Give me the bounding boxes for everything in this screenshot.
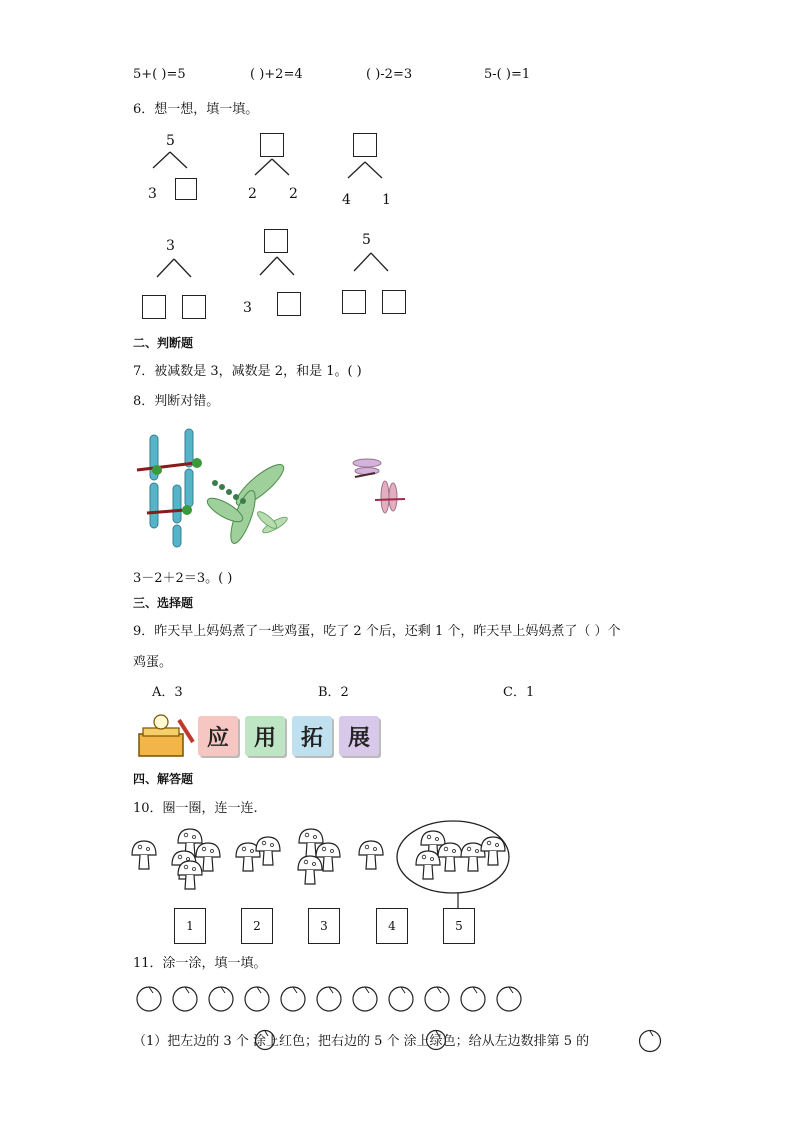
branch-lines (257, 255, 297, 277)
answer-box[interactable] (353, 133, 377, 157)
q5-equation-2: ( )+2=4 (250, 67, 303, 82)
apple-outline-row (130, 980, 530, 1014)
number-card-2[interactable]: 2 (241, 908, 273, 944)
number-card-5[interactable]: 5 (443, 908, 475, 944)
answer-box[interactable] (382, 290, 406, 314)
q9-option-a[interactable]: A．3 (152, 685, 183, 700)
tree-left-number: 4 (342, 192, 351, 208)
apple-outline-icon[interactable] (173, 987, 197, 1011)
section-heading-choice: 三、选择题 (133, 596, 194, 610)
answer-box[interactable] (142, 295, 166, 319)
apple-outline-icon[interactable] (137, 987, 161, 1011)
apple-outline-icon[interactable] (425, 987, 449, 1011)
tree-right-number: 1 (382, 192, 391, 208)
branch-lines (154, 257, 194, 279)
apple-outline-icon (425, 1027, 447, 1051)
q8-text: 8．判断对错。 (133, 394, 220, 409)
branch-lines (351, 251, 391, 273)
branch-lines (150, 150, 190, 170)
apple-outline-icon[interactable] (389, 987, 413, 1011)
banner-tile-yong: 用 (245, 716, 285, 756)
section-heading-judgement: 二、判断题 (133, 336, 194, 350)
q6-prompt: 6．想一想，填一填。 (133, 102, 259, 117)
apple-outline-icon (254, 1027, 276, 1051)
apple-outline-icon (638, 1027, 662, 1053)
tree-top-number: 5 (166, 133, 175, 149)
tree-top-number: 3 (166, 238, 175, 254)
answer-box[interactable] (342, 290, 366, 314)
answer-box[interactable] (277, 292, 301, 316)
tree-top-number: 5 (362, 232, 371, 248)
apple-outline-icon[interactable] (353, 987, 377, 1011)
banner-tile-zhan: 展 (339, 716, 379, 756)
apple-outline-icon[interactable] (245, 987, 269, 1011)
section-heading-solve: 四、解答题 (133, 772, 194, 786)
q10-text: 10．圈一圈，连一连. (133, 801, 258, 816)
number-card-3[interactable]: 3 (308, 908, 340, 944)
dragonfly-illustration (135, 425, 425, 555)
apple-outline-icon[interactable] (281, 987, 305, 1011)
tree-left-number: 2 (248, 186, 257, 202)
apple-outline-icon[interactable] (317, 987, 341, 1011)
toolbox-icon (133, 712, 197, 762)
q11-instruction: （1）把左边的 3 个 涂上红色；把右边的 5 个 涂上绿色；给从左边数排第 5 的 (133, 1034, 590, 1049)
answer-box[interactable] (182, 295, 206, 319)
apple-outline-icon[interactable] (461, 987, 485, 1011)
q9-option-b[interactable]: B．2 (318, 685, 349, 700)
q9-text-line1: 9．昨天早上妈妈煮了一些鸡蛋，吃了 2 个后，还剩 1 个，昨天早上妈妈煮了（ ）个 (133, 624, 621, 639)
q8-equation: 3－2＋2＝3。( ) (133, 571, 233, 586)
tree-left-number: 3 (243, 300, 252, 316)
q9-text-line2: 鸡蛋。 (133, 655, 173, 670)
number-card-4[interactable]: 4 (376, 908, 408, 944)
tree-right-number: 2 (289, 186, 298, 202)
answer-box[interactable] (175, 178, 197, 200)
q7-text: 7．被减数是 3，减数是 2，和是 1。( ) (133, 364, 362, 379)
q9-option-c[interactable]: C．1 (503, 685, 535, 700)
apple-outline-icon[interactable] (209, 987, 233, 1011)
q5-equation-4: 5-( )=1 (484, 67, 531, 82)
branch-lines (345, 160, 385, 180)
banner-tile-ying: 应 (198, 716, 238, 756)
answer-box[interactable] (264, 229, 288, 253)
answer-box[interactable] (260, 133, 284, 157)
q11-text: 11．涂一涂，填一填。 (133, 956, 267, 971)
banner-tile-tuo: 拓 (292, 716, 332, 756)
q5-equation-3: ( )-2=3 (366, 67, 413, 82)
branch-lines (252, 157, 292, 177)
apple-outline-icon[interactable] (497, 987, 521, 1011)
q5-equation-1: 5+( )=5 (133, 67, 186, 82)
number-card-1[interactable]: 1 (174, 908, 206, 944)
tree-left-number: 3 (148, 186, 157, 202)
